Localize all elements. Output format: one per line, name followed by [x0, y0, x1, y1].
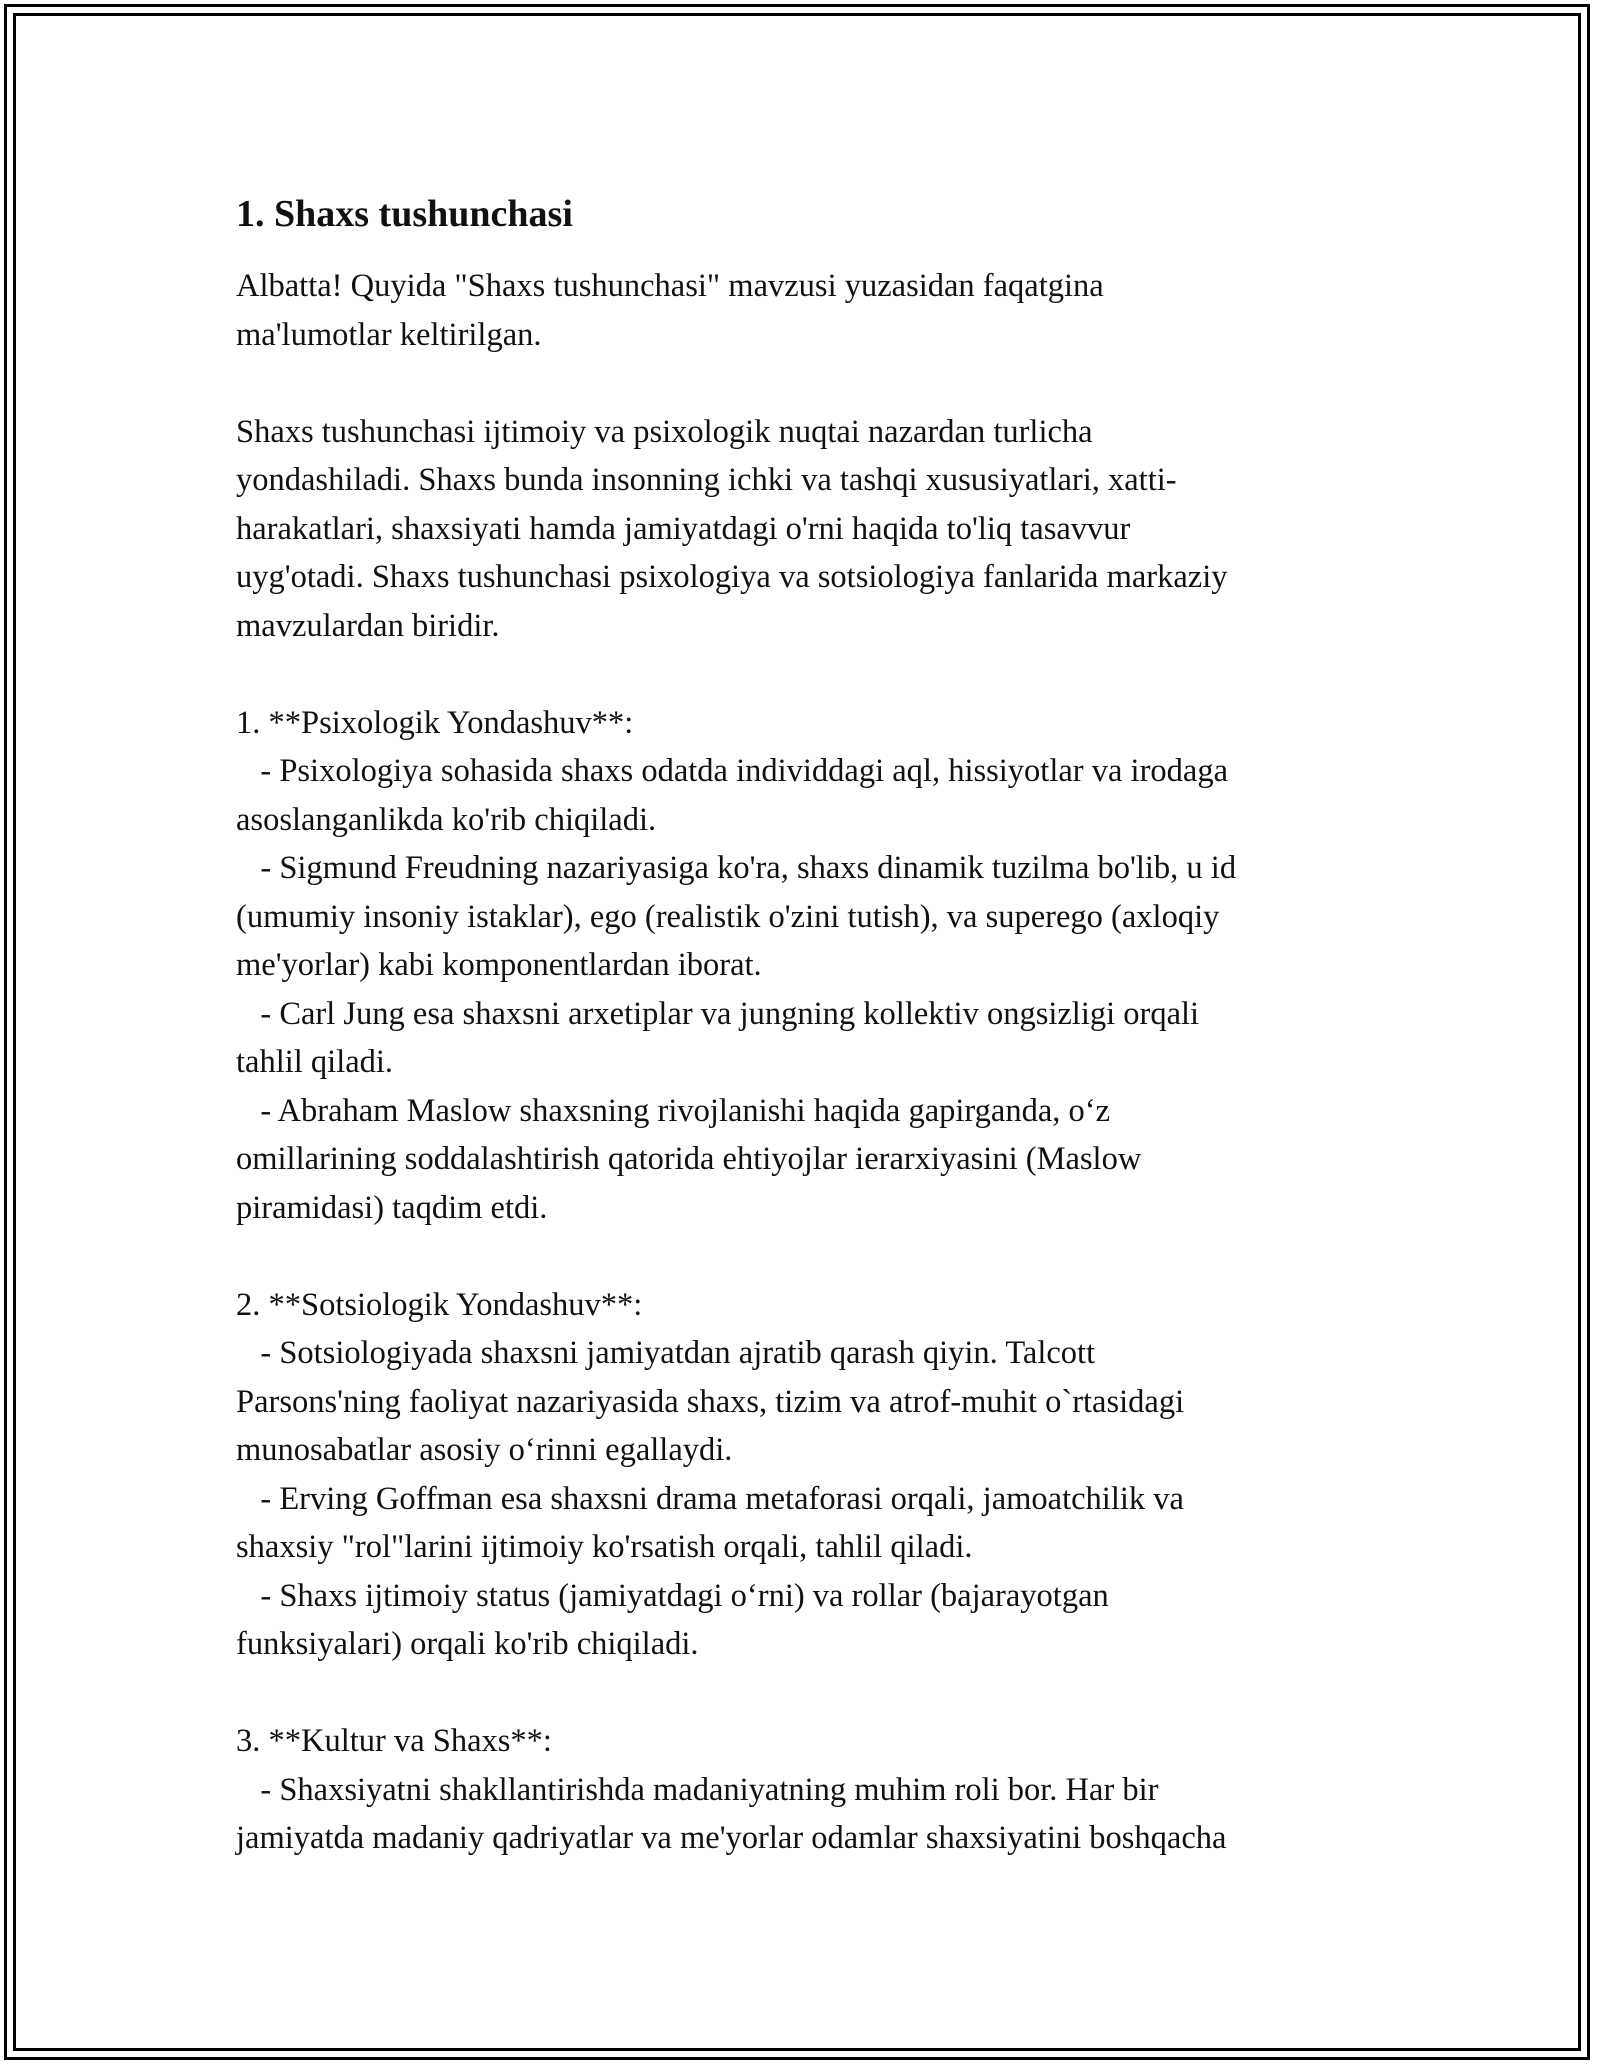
- document-content: [236, 190, 1386, 1863]
- document-title: 1. Shaxs tushunchasi: [236, 193, 573, 235]
- document-body: Albatta! Quyida "Shaxs tushunchasi" mavzusi yuzasidan faqatgina ma'lumotlar keltirilgan. Shaxs tushunchasi ijtimoiy va psixologik nuqtai nazardan turlicha yondashiladi. Shaxs bunda insonning ichki va tashqi xususiyatlari, xatti- harakatlari, shaxsiyati hamda jamiyatdagi o'rni haqida to'liq tasavvur uyg'otadi. Shaxs tushunchasi psixologiya va sotsiologiya fanlarida markaziy mavzulardan biridir. 1. **Psixologik Yondashuv**: - Psixologiya sohasida shaxs odatda individdagi aql, hissiyotlar va irodaga asoslanganlikda ko'rib chiqiladi. - Sigmund Freudning nazariyasiga ko'ra, shaxs dinamik tuzilma bo'lib, u id (umumiy insoniy istaklar), ego (realistik o'zini tutish), va superego (axloqiy me'yorlar) kabi komponentlardan iborat. - Carl Jung esa shaxsni arxetiplar va jungning kollektiv ongsizligi orqali tahlil qiladi. - Abraham Maslow shaxsning rivojlanishi haqida gapirganda, o‘z omillarining soddalashtirish qatorida ehtiyojlar ierarxiyasini (Maslow piramidasi) taqdim etdi. 2. **Sotsiologik Yondashuv**: - Sotsiologiyada shaxsni jamiyatdan ajratib qarash qiyin. Talcott Parsons'ning faoliyat nazariyasida shaxs, tizim va atrof-muhit o`rtasidagi munosabatlar asosiy o‘rinni egallaydi. - Erving Goffman esa shaxsni drama metaforasi orqali, jamoatchilik va shaxsiy "rol"larini ijtimoiy ko'rsatish orqali, tahlil qiladi. - Shaxs ijtimoiy status (jamiyatdagi o‘rni) va rollar (bajarayotgan funksiyalari) orqali ko'rib chiqiladi. 3. **Kultur va Shaxs**: - Shaxsiyatni shakllantirishda madaniyatning muhim roli bor. Har bir jamiyatda madaniy qadriyatlar va me'yorlar odamlar shaxsiyatini boshqacha: [236, 268, 1237, 1856]
